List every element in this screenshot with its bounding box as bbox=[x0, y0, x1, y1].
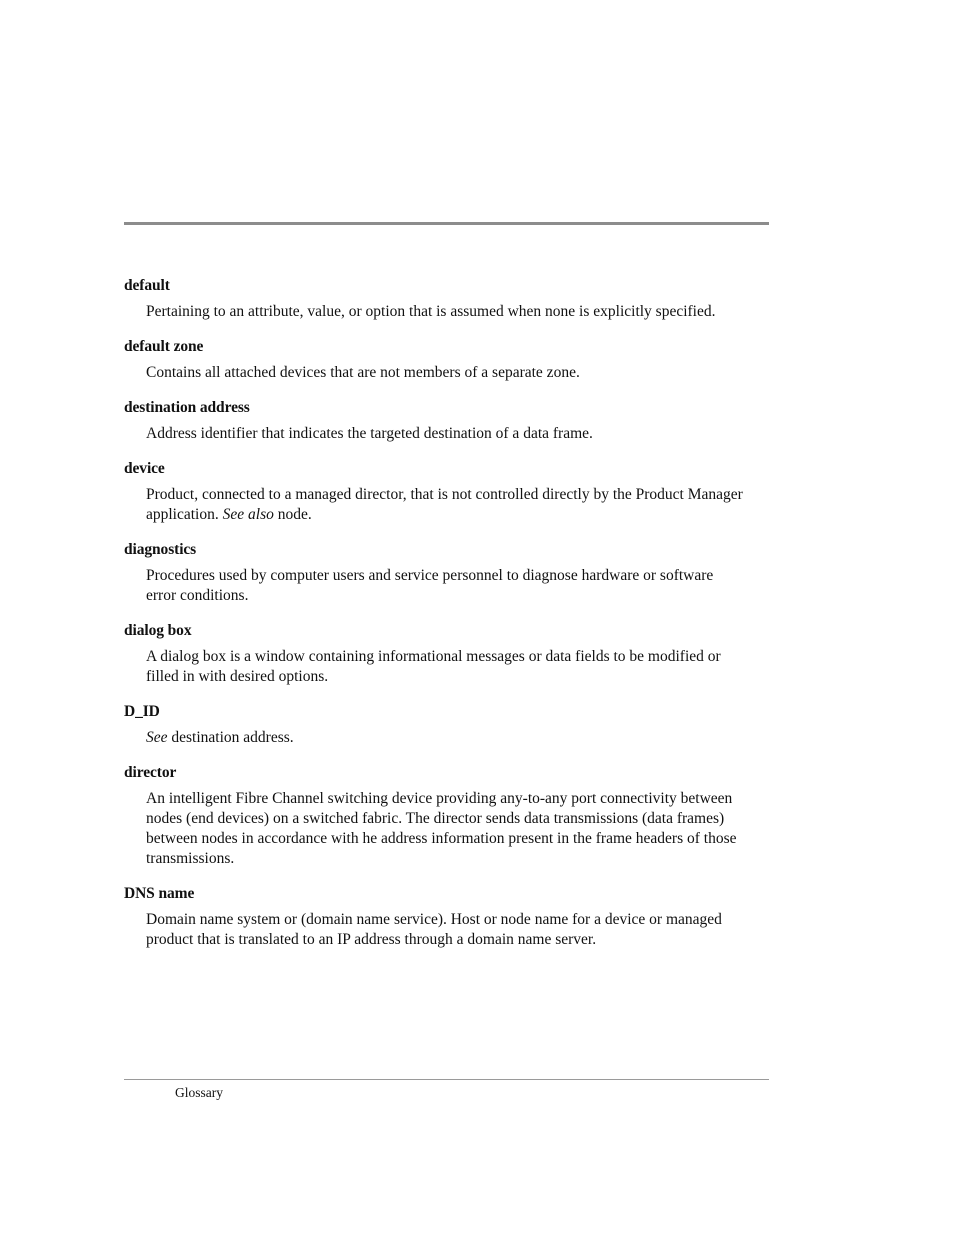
footer-rule bbox=[124, 1079, 769, 1080]
glossary-term: director bbox=[124, 764, 177, 781]
glossary-entry bbox=[124, 398, 764, 444]
cross-reference-target: destination address. bbox=[167, 729, 294, 746]
glossary-definition: Contains all attached devices that are not members of a separate zone. bbox=[146, 364, 580, 381]
header-rule bbox=[124, 222, 769, 225]
glossary-term: diagnostics bbox=[124, 541, 197, 558]
glossary-term: destination address bbox=[124, 399, 250, 416]
glossary-entry bbox=[124, 276, 764, 322]
glossary-entry bbox=[124, 459, 764, 525]
definition-text: Product, connected to a managed director, that is not controlled directly by the Product Manager application. bbox=[146, 486, 743, 523]
glossary-definition: An intelligent Fibre Channel switching device providing any-to-any port connectivity between nodes (end devices) on a switched fabric. The director sends data transmissions (data frames) between nodes in accordance with he address information present in the frame headers of those transmissions. bbox=[146, 790, 737, 867]
glossary-term: default bbox=[124, 277, 170, 294]
cross-reference-label: See also bbox=[222, 506, 274, 523]
glossary-definition bbox=[146, 485, 746, 525]
glossary-term: dialog box bbox=[124, 622, 192, 639]
glossary-entry bbox=[124, 337, 764, 383]
glossary-definition: Procedures used by computer users and service personnel to diagnose hardware or software error conditions. bbox=[146, 567, 714, 604]
glossary-list bbox=[124, 276, 764, 965]
glossary-definition: Pertaining to an attribute, value, or option that is assumed when none is explicitly specified. bbox=[146, 303, 716, 320]
glossary-term: DNS name bbox=[124, 885, 195, 902]
footer-section-label: Glossary bbox=[175, 1085, 223, 1100]
glossary-term: D_ID bbox=[124, 703, 160, 720]
cross-reference-target: node. bbox=[273, 506, 312, 523]
glossary-term: device bbox=[124, 460, 165, 477]
glossary-definition: Domain name system or (domain name service). Host or node name for a device or managed product that is translated to an IP address through a domain name server. bbox=[146, 911, 722, 948]
glossary-entry bbox=[124, 540, 764, 606]
glossary-term: default zone bbox=[124, 338, 204, 355]
cross-reference-label: See bbox=[146, 729, 168, 746]
glossary-definition: Address identifier that indicates the targeted destination of a data frame. bbox=[146, 425, 593, 442]
glossary-entry bbox=[124, 884, 764, 950]
glossary-entry bbox=[124, 763, 764, 869]
glossary-definition bbox=[146, 728, 746, 748]
glossary-definition: A dialog box is a window containing informational messages or data fields to be modified or filled in with desired options. bbox=[146, 648, 721, 685]
glossary-entry bbox=[124, 621, 764, 687]
glossary-entry bbox=[124, 702, 764, 748]
